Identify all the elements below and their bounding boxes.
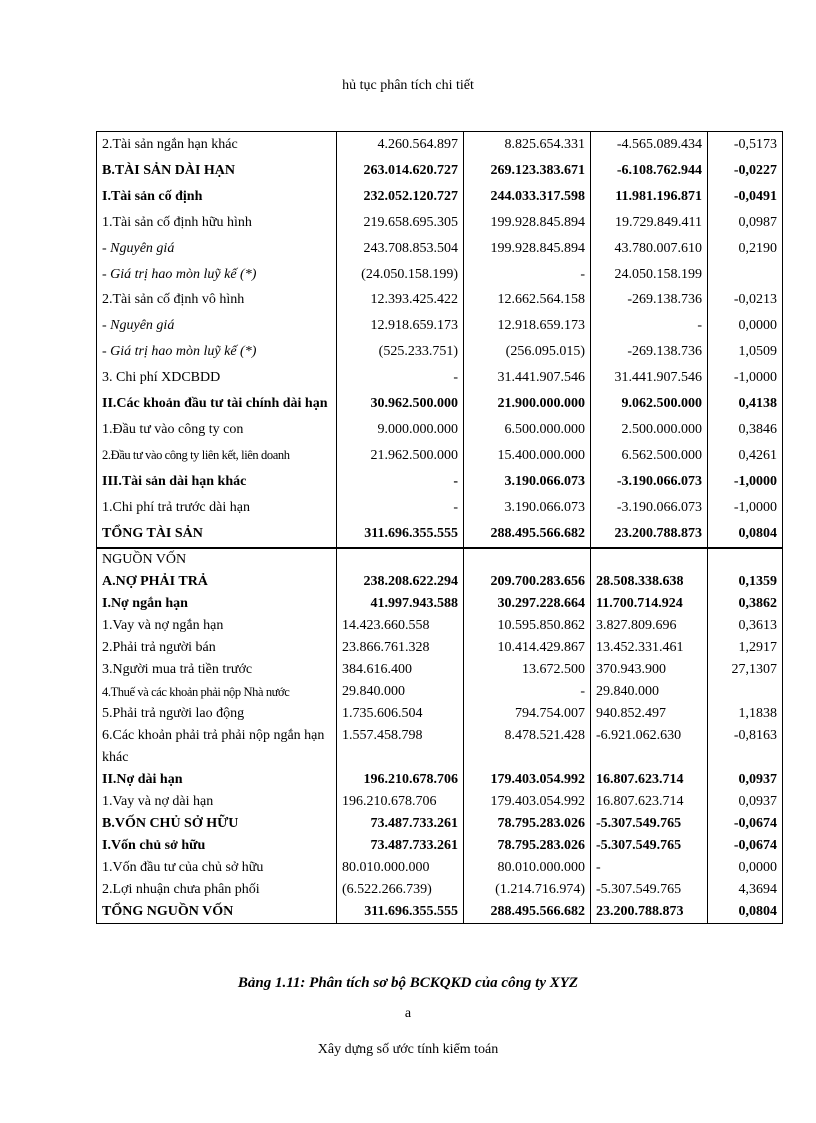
difference: 28.508.338.638 [591, 571, 708, 593]
ratio [708, 262, 783, 288]
table-row [97, 417, 783, 443]
row-label: TỔNG TÀI SẢN [97, 521, 337, 548]
value-col-2: (1.214.716.974) [464, 879, 591, 901]
value-col-2: 199.928.845.894 [464, 210, 591, 236]
value-col-2: 244.033.317.598 [464, 184, 591, 210]
value-col-2: 8.825.654.331 [464, 132, 591, 158]
value-col-1: - [337, 365, 464, 391]
value-col-1: 30.962.500.000 [337, 391, 464, 417]
difference: -269.138.736 [591, 287, 708, 313]
table-row [97, 813, 783, 835]
value-col-2: 15.400.000.000 [464, 443, 591, 469]
value-col-1: 29.840.000 [337, 681, 464, 703]
difference: 11.981.196.871 [591, 184, 708, 210]
value-col-2: 179.403.054.992 [464, 791, 591, 813]
difference: -6.108.762.944 [591, 158, 708, 184]
difference [591, 548, 708, 571]
value-col-1: 80.010.000.000 [337, 857, 464, 879]
value-col-2: 10.595.850.862 [464, 615, 591, 637]
table-row [97, 725, 783, 769]
table-row [97, 703, 783, 725]
value-col-1: 12.918.659.173 [337, 313, 464, 339]
row-label: 3. Chi phí XDCBDD [97, 365, 337, 391]
row-label: 2.Phải trả người bán [97, 637, 337, 659]
ratio: -0,0491 [708, 184, 783, 210]
value-col-1: (24.050.158.199) [337, 262, 464, 288]
row-label: B.VỐN CHỦ SỞ HỮU [97, 813, 337, 835]
value-col-2: 6.500.000.000 [464, 417, 591, 443]
table-row [97, 443, 783, 469]
table-row [97, 548, 783, 571]
ratio: 0,3846 [708, 417, 783, 443]
table-row [97, 571, 783, 593]
value-col-1: 384.616.400 [337, 659, 464, 681]
value-col-1: 311.696.355.555 [337, 521, 464, 548]
table-row [97, 835, 783, 857]
ratio: 1,2917 [708, 637, 783, 659]
row-label: III.Tài sản dài hạn khác [97, 469, 337, 495]
difference: -3.190.066.073 [591, 495, 708, 521]
difference: 19.729.849.411 [591, 210, 708, 236]
value-col-2: 288.495.566.682 [464, 901, 591, 924]
row-label: II.Các khoản đầu tư tài chính dài hạn [97, 391, 337, 417]
ratio: -1,0000 [708, 469, 783, 495]
value-col-1: 1.557.458.798 [337, 725, 464, 769]
row-label: 1.Tài sản cố định hữu hình [97, 210, 337, 236]
row-label: - Giá trị hao mòn luỹ kế (*) [97, 262, 337, 288]
value-col-1: 73.487.733.261 [337, 835, 464, 857]
ratio: 1,1838 [708, 703, 783, 725]
difference: 6.562.500.000 [591, 443, 708, 469]
value-col-2: - [464, 262, 591, 288]
ratio: -0,0674 [708, 813, 783, 835]
value-col-1: (6.522.266.739) [337, 879, 464, 901]
table-row [97, 521, 783, 548]
difference: 11.700.714.924 [591, 593, 708, 615]
value-col-2 [464, 548, 591, 571]
ratio: 0,0987 [708, 210, 783, 236]
value-col-2: 78.795.283.026 [464, 813, 591, 835]
value-col-2: 80.010.000.000 [464, 857, 591, 879]
row-label: 2.Tài sản ngắn hạn khác [97, 132, 337, 158]
ratio: -1,0000 [708, 495, 783, 521]
row-label: 2.Tài sản cố định vô hình [97, 287, 337, 313]
value-col-1: 21.962.500.000 [337, 443, 464, 469]
value-col-1: 73.487.733.261 [337, 813, 464, 835]
row-label: 1.Đầu tư vào công ty con [97, 417, 337, 443]
ratio: 0,3862 [708, 593, 783, 615]
difference: 31.441.907.546 [591, 365, 708, 391]
difference: -6.921.062.630 [591, 725, 708, 769]
row-label: 4.Thuế và các khoản phải nộp Nhà nước [97, 681, 337, 703]
difference: 43.780.007.610 [591, 236, 708, 262]
ratio: 0,0937 [708, 769, 783, 791]
difference: 9.062.500.000 [591, 391, 708, 417]
table-row [97, 879, 783, 901]
row-label: A.NỢ PHẢI TRẢ [97, 571, 337, 593]
difference: 23.200.788.873 [591, 521, 708, 548]
table-row [97, 132, 783, 158]
ratio: -0,0227 [708, 158, 783, 184]
difference: - [591, 313, 708, 339]
value-col-1: 196.210.678.706 [337, 791, 464, 813]
value-col-2: 13.672.500 [464, 659, 591, 681]
ratio: -0,5173 [708, 132, 783, 158]
table-row [97, 615, 783, 637]
row-label: 5.Phải trả người lao động [97, 703, 337, 725]
table-body [97, 132, 783, 924]
value-col-2: 8.478.521.428 [464, 725, 591, 769]
table-row [97, 313, 783, 339]
value-col-1: 243.708.853.504 [337, 236, 464, 262]
difference: 940.852.497 [591, 703, 708, 725]
value-col-2: 21.900.000.000 [464, 391, 591, 417]
ratio: -0,0674 [708, 835, 783, 857]
difference: 29.840.000 [591, 681, 708, 703]
ratio: -1,0000 [708, 365, 783, 391]
difference: 16.807.623.714 [591, 791, 708, 813]
ratio: 0,0937 [708, 791, 783, 813]
difference: 2.500.000.000 [591, 417, 708, 443]
value-col-2: 78.795.283.026 [464, 835, 591, 857]
difference: 23.200.788.873 [591, 901, 708, 924]
value-col-2: (256.095.015) [464, 339, 591, 365]
ratio: 0,4261 [708, 443, 783, 469]
row-label: 6.Các khoản phải trả phải nộp ngắn hạn khác [97, 725, 337, 769]
table-row [97, 339, 783, 365]
difference: -5.307.549.765 [591, 813, 708, 835]
value-col-2: 12.918.659.173 [464, 313, 591, 339]
row-label: - Nguyên giá [97, 236, 337, 262]
row-label: 1.Chi phí trả trước dài hạn [97, 495, 337, 521]
value-col-1: - [337, 469, 464, 495]
ratio: 0,0804 [708, 521, 783, 548]
ratio [708, 548, 783, 571]
value-col-1: 238.208.622.294 [337, 571, 464, 593]
ratio: 0,4138 [708, 391, 783, 417]
value-col-1: - [337, 495, 464, 521]
value-col-1: 41.997.943.588 [337, 593, 464, 615]
table-row [97, 236, 783, 262]
table-row [97, 365, 783, 391]
ratio: 4,3694 [708, 879, 783, 901]
ratio: 0,2190 [708, 236, 783, 262]
difference: -269.138.736 [591, 339, 708, 365]
difference: - [591, 857, 708, 879]
difference: -3.190.066.073 [591, 469, 708, 495]
table-row [97, 158, 783, 184]
difference: 24.050.158.199 [591, 262, 708, 288]
row-label: - Giá trị hao mòn luỹ kế (*) [97, 339, 337, 365]
row-label: 1.Vốn đầu tư của chủ sở hữu [97, 857, 337, 879]
row-label: I.Vốn chủ sở hữu [97, 835, 337, 857]
value-col-1: 219.658.695.305 [337, 210, 464, 236]
value-col-2: 31.441.907.546 [464, 365, 591, 391]
ratio: 0,0000 [708, 313, 783, 339]
value-col-2: 269.123.383.671 [464, 158, 591, 184]
table-row [97, 469, 783, 495]
difference: 3.827.809.696 [591, 615, 708, 637]
table-row [97, 769, 783, 791]
value-col-1: 4.260.564.897 [337, 132, 464, 158]
row-label: B.TÀI SẢN DÀI HẠN [97, 158, 337, 184]
value-col-1: 1.735.606.504 [337, 703, 464, 725]
value-col-2: 12.662.564.158 [464, 287, 591, 313]
value-col-2: 10.414.429.867 [464, 637, 591, 659]
value-col-1: 9.000.000.000 [337, 417, 464, 443]
value-col-1: 232.052.120.727 [337, 184, 464, 210]
table-row [97, 391, 783, 417]
ratio [708, 681, 783, 703]
ratio: 0,0804 [708, 901, 783, 924]
row-label: I.Tài sản cố định [97, 184, 337, 210]
table-row [97, 184, 783, 210]
value-col-2: 30.297.228.664 [464, 593, 591, 615]
difference: 370.943.900 [591, 659, 708, 681]
ratio: -0,0213 [708, 287, 783, 313]
difference: -5.307.549.765 [591, 835, 708, 857]
ratio: 0,1359 [708, 571, 783, 593]
value-col-1: (525.233.751) [337, 339, 464, 365]
row-label: 1.Vay và nợ dài hạn [97, 791, 337, 813]
financial-analysis-table [96, 131, 783, 924]
value-col-2: 3.190.066.073 [464, 495, 591, 521]
table-row [97, 857, 783, 879]
table-row [97, 495, 783, 521]
value-col-1: 263.014.620.727 [337, 158, 464, 184]
value-col-2: 209.700.283.656 [464, 571, 591, 593]
page-header: hủ tục phân tích chi tiết [342, 78, 474, 93]
table-row [97, 681, 783, 703]
ratio: 27,1307 [708, 659, 783, 681]
value-col-1 [337, 548, 464, 571]
table-row [97, 901, 783, 924]
table-row [97, 593, 783, 615]
value-col-2: - [464, 681, 591, 703]
table-row [97, 791, 783, 813]
value-col-1: 23.866.761.328 [337, 637, 464, 659]
difference: -4.565.089.434 [591, 132, 708, 158]
ratio: 1,0509 [708, 339, 783, 365]
table-row [97, 287, 783, 313]
difference: 13.452.331.461 [591, 637, 708, 659]
value-col-1: 12.393.425.422 [337, 287, 464, 313]
table-row [97, 210, 783, 236]
table-row [97, 637, 783, 659]
ratio: -0,8163 [708, 725, 783, 769]
row-label: NGUỒN VỐN [97, 548, 337, 571]
value-col-2: 179.403.054.992 [464, 769, 591, 791]
value-col-2: 3.190.066.073 [464, 469, 591, 495]
section-subheading: Xây dựng số ước tính kiểm toán [317, 1042, 499, 1057]
difference: 16.807.623.714 [591, 769, 708, 791]
value-col-2: 794.754.007 [464, 703, 591, 725]
row-label: - Nguyên giá [97, 313, 337, 339]
value-col-1: 311.696.355.555 [337, 901, 464, 924]
section-letter: a [404, 1006, 412, 1021]
table-caption: Bảng 1.11: Phân tích sơ bộ BCKQKD của công ty XYZ [237, 975, 579, 991]
table-row [97, 262, 783, 288]
value-col-2: 199.928.845.894 [464, 236, 591, 262]
row-label: TỔNG NGUỒN VỐN [97, 901, 337, 924]
difference: -5.307.549.765 [591, 879, 708, 901]
row-label: 2.Lợi nhuận chưa phân phối [97, 879, 337, 901]
table-row [97, 659, 783, 681]
value-col-1: 14.423.660.558 [337, 615, 464, 637]
ratio: 0,3613 [708, 615, 783, 637]
value-col-1: 196.210.678.706 [337, 769, 464, 791]
value-col-2: 288.495.566.682 [464, 521, 591, 548]
row-label: 1.Vay và nợ ngắn hạn [97, 615, 337, 637]
row-label: II.Nợ dài hạn [97, 769, 337, 791]
ratio: 0,0000 [708, 857, 783, 879]
row-label: 3.Người mua trả tiền trước [97, 659, 337, 681]
row-label: 2.Đầu tư vào công ty liên kết, liên doanh [97, 443, 337, 469]
row-label: I.Nợ ngắn hạn [97, 593, 337, 615]
